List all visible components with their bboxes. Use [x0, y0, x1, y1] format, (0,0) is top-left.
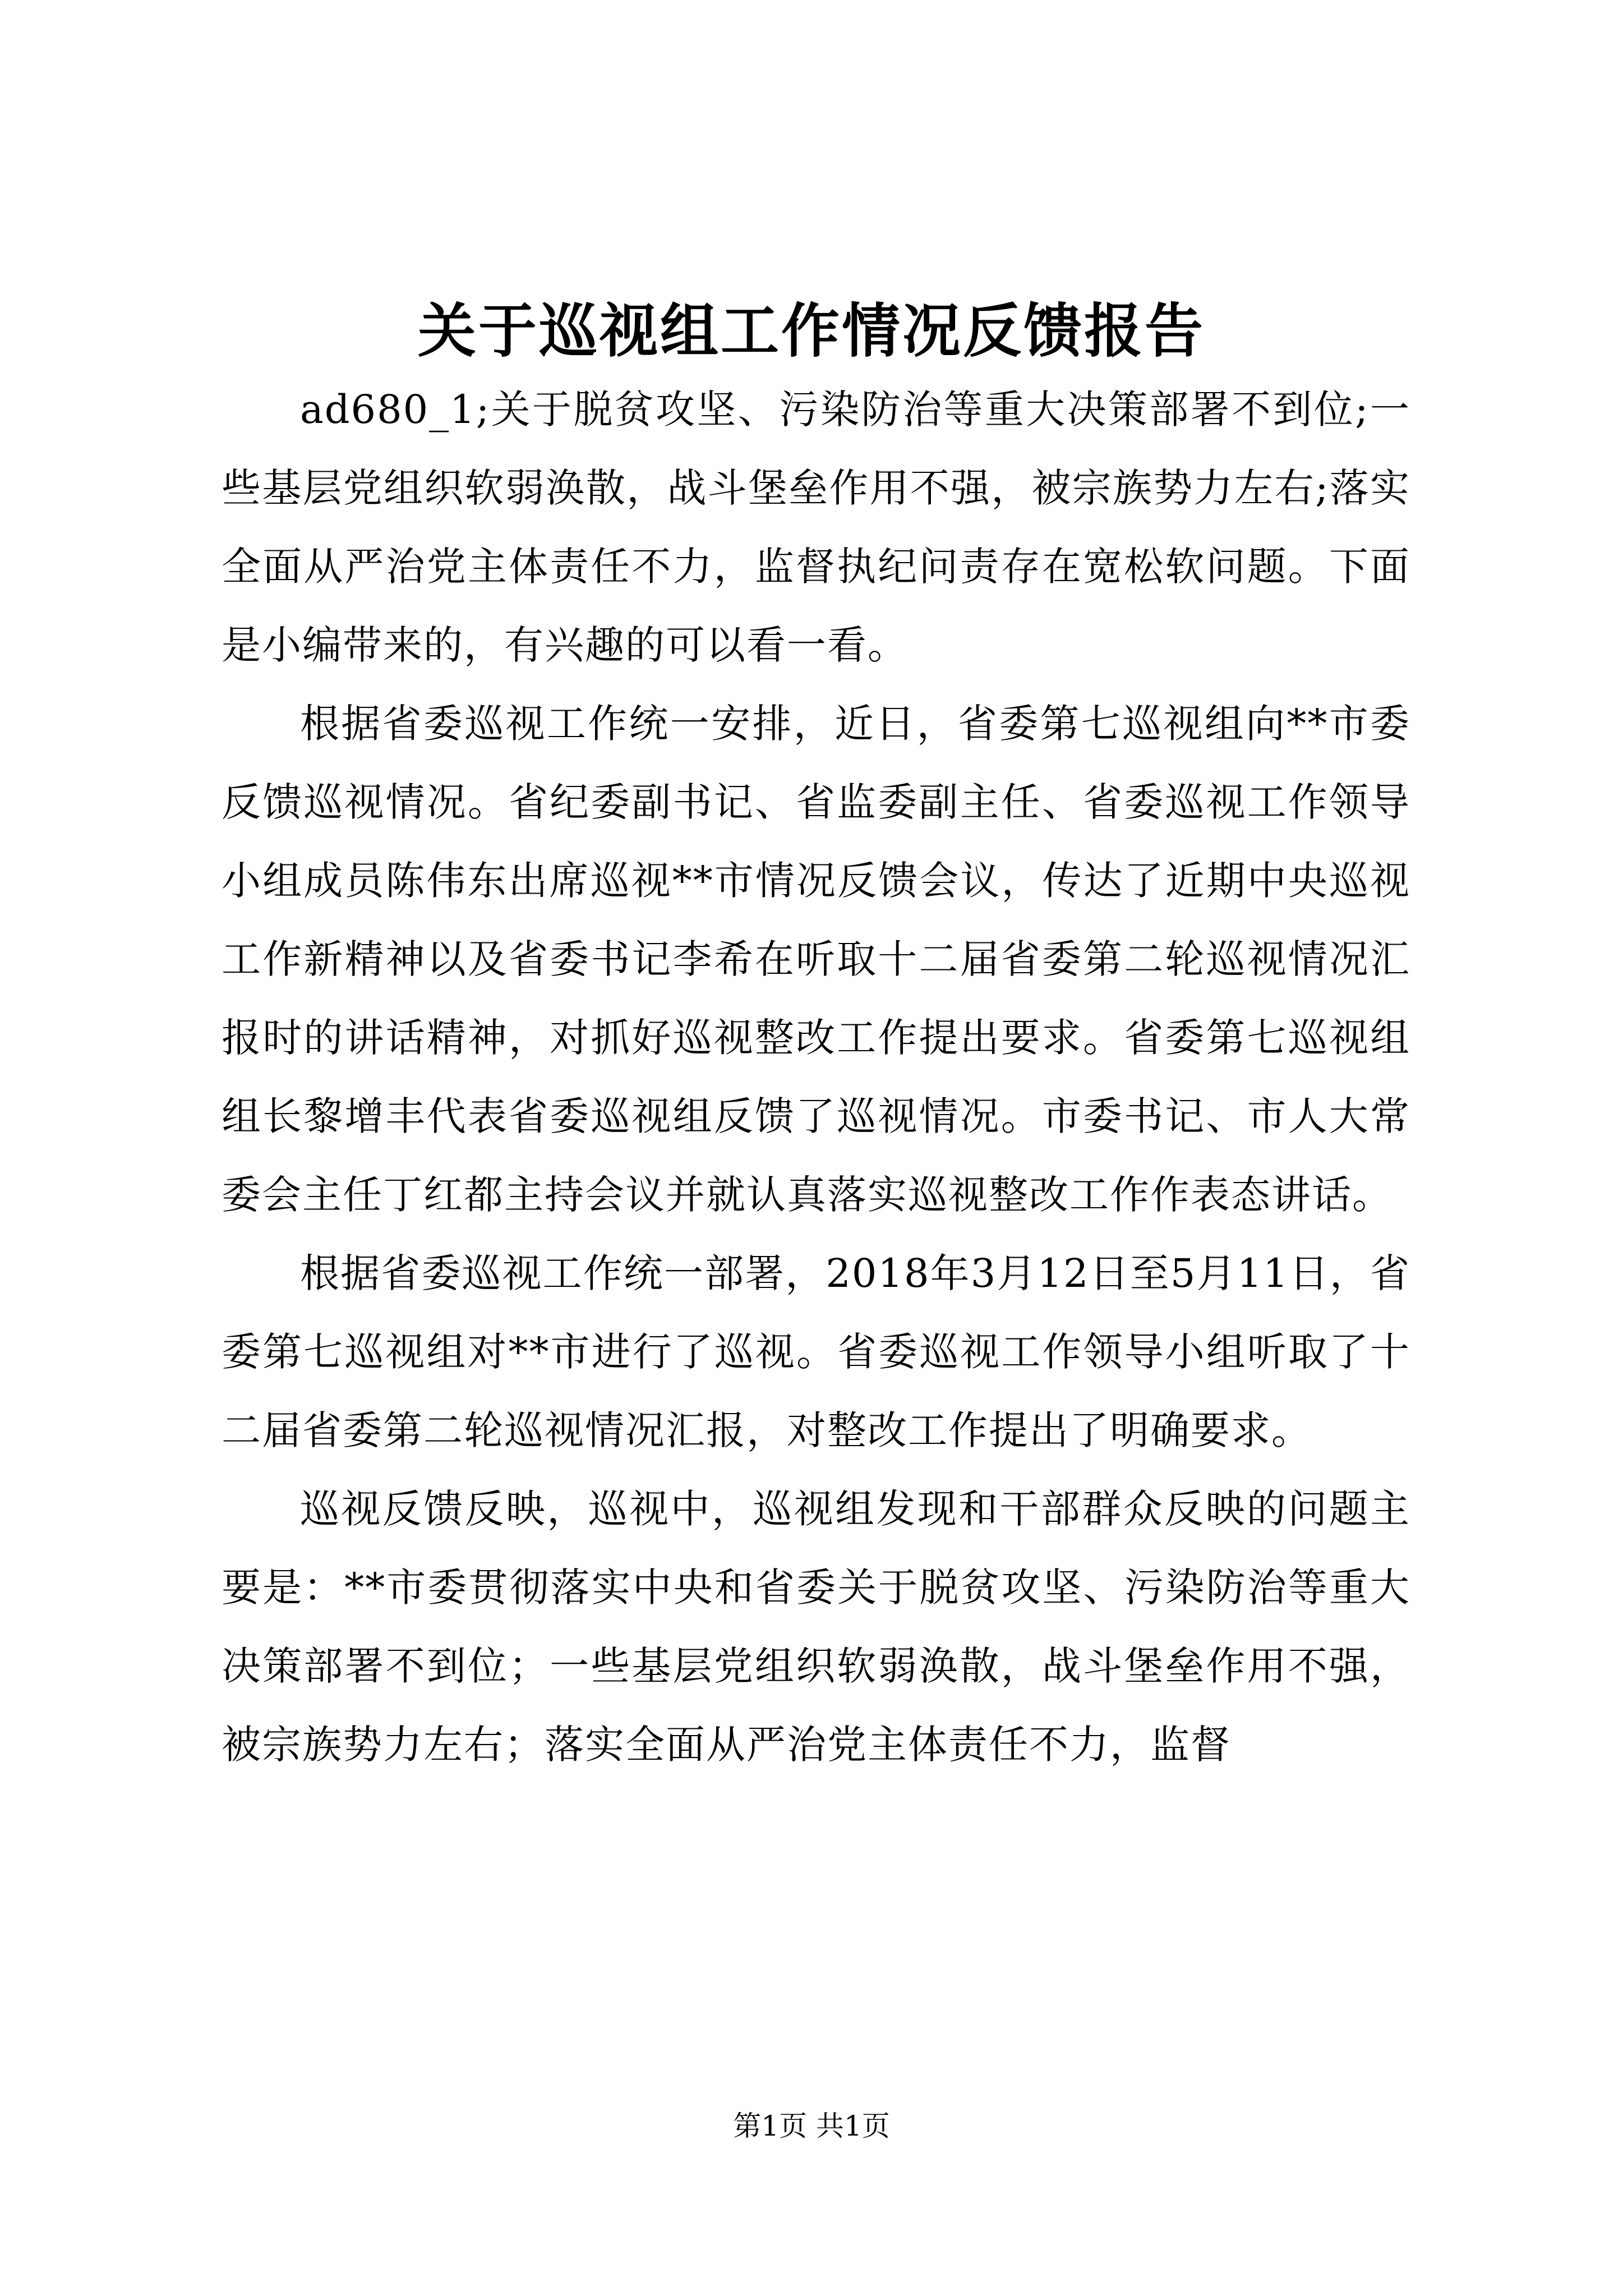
paragraph-intro: ad680_1;关于脱贫攻坚、污染防治等重大决策部署不到位;一些基层党组织软弱涣散，战斗堡垒作用不强，被宗族势力左右;落实全面从严治党主体责任不力，监督执纪问责存在宽松软问题。下面是小编带来的，有兴趣的可以看一看。: [222, 386, 1410, 668]
paragraph-feedback-meeting: 根据省委巡视工作统一安排，近日，省委第七巡视组向**市委反馈巡视情况。省纪委副书记、省监委副主任、省委巡视工作领导小组成员陈伟东出席巡视**市情况反馈会议，传达了近期中央巡视工作新精神以及省委书记李希在听取十二届省委第二轮巡视情况汇报时的讲话精神，对抓好巡视整改工作提出要求。省委第七巡视组组长黎增丰代表省委巡视组反馈了巡视情况。市委书记、市人大常委会主任丁红都主持会议并就认真落实巡视整改工作作表态讲话。: [222, 701, 1410, 1218]
page-footer: 第1页 共1页: [733, 2110, 890, 2142]
paragraph-main-problems: 巡视反馈反映，巡视中，巡视组发现和干部群众反映的问题主要是：**市委贯彻落实中央和省委关于脱贫攻坚、污染防治等重大决策部署不到位；一些基层党组织软弱涣散，战斗堡垒作用不强，被宗族势力左右；落实全面从严治党主体责任不力，监督: [222, 1486, 1410, 1768]
paragraph-inspection-period: 根据省委巡视工作统一部署，2018年3月12日至5月11日，省委第七巡视组对**市进行了巡视。省委巡视工作领导小组听取了十二届省委第二轮巡视情况汇报，对整改工作提出了明确要求。: [222, 1250, 1410, 1453]
document-title: 关于巡视组工作情况反馈报告: [417, 296, 1205, 365]
document-body: [222, 370, 1410, 1784]
